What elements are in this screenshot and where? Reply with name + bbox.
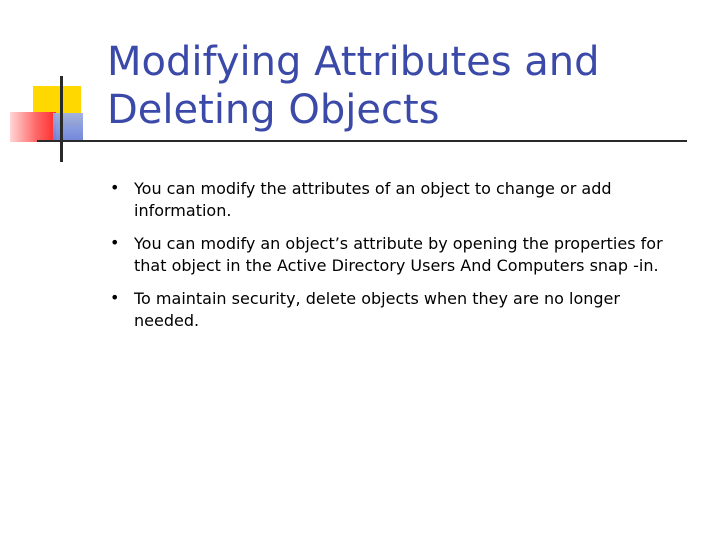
bullet-icon: •	[110, 288, 120, 307]
slide-title: Modifying Attributes and Deleting Objects	[107, 39, 600, 133]
title-underline-rule	[37, 140, 687, 142]
bullet-text: You can modify an object’s attribute by opening the properties for that object in the Active Directory Users And Computers snap -in.	[134, 234, 663, 275]
bullet-list	[108, 178, 668, 343]
bullet-icon: •	[110, 178, 120, 197]
bullet-item	[108, 233, 668, 277]
decor-red-bar	[10, 112, 56, 142]
bullet-icon: •	[110, 233, 120, 252]
bullet-item	[108, 178, 668, 222]
bullet-item	[108, 288, 668, 332]
bullet-text: To maintain security, delete objects when they are no longer needed.	[134, 289, 620, 330]
decor-blue-square	[53, 113, 83, 141]
bullet-text: You can modify the attributes of an object to change or add information.	[134, 179, 612, 220]
decor-vertical-line	[60, 76, 63, 162]
